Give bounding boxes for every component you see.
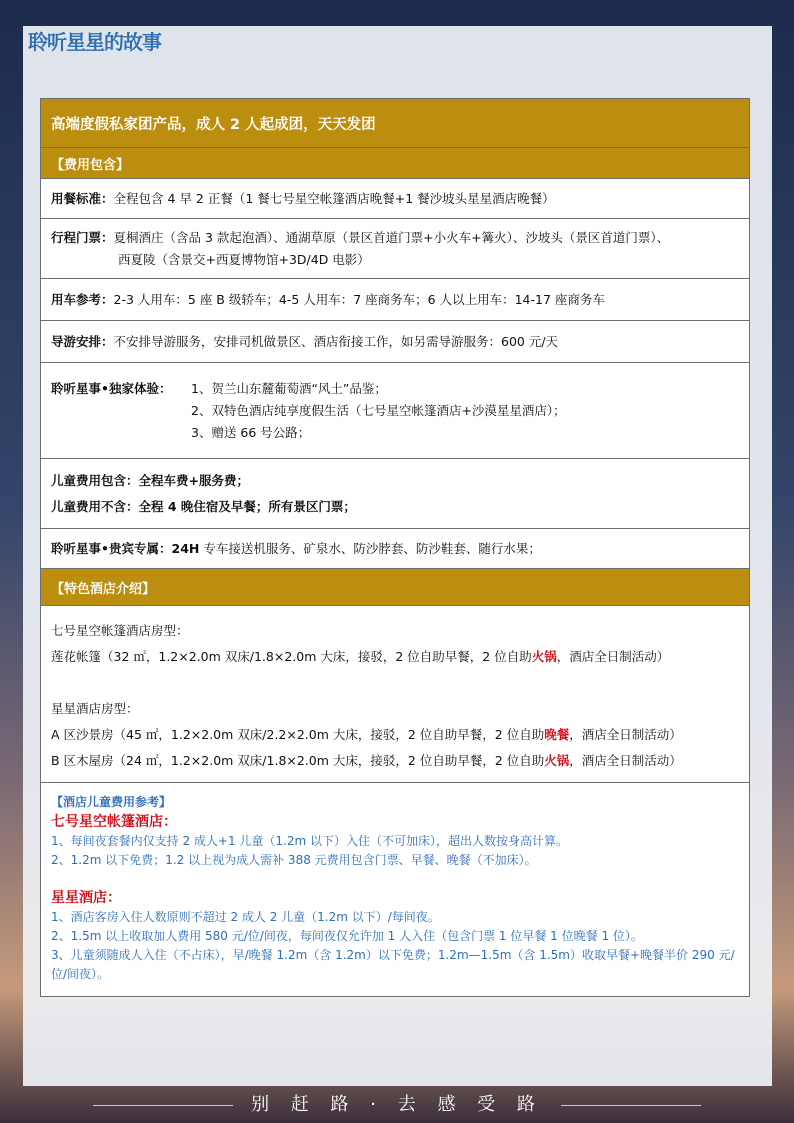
hotel1-room-a: 莲花帐篷（32 ㎡，1.2×2.0m 双床/1.8×2.0m 大床，接驳，2 位自助早餐，2 位自助火锅，酒店全日制活动） — [51, 649, 670, 664]
car-label: 用车参考： — [51, 291, 114, 307]
vip-strong: 24H — [171, 540, 200, 556]
child-include: 儿童费用包含：全程车费+服务费； — [51, 472, 249, 488]
meals-row — [41, 179, 749, 219]
slogan-text: 别 赶 路 · 去 感 受 路 — [251, 1094, 543, 1115]
meals-text: 全程包含 4 早 2 正餐（1 餐七号星空帐篷酒店晚餐+1 餐沙坡头星星酒店晚餐） — [113, 190, 555, 206]
tickets-line1: 夏桐酒庄（含品 3 款起泡酒）、通湖草原（景区首道门票+小火车+篝火）、沙坡头（景区首道门票）、 — [113, 229, 670, 245]
guide-label: 导游安排： — [51, 333, 114, 349]
brand-logo: 聆听星星的故事 — [28, 30, 161, 54]
kids-hotel2-item: 3、儿童须随成人入住（不占床），早/晚餐 1.2m（含 1.2m）以下免费；1.2m—1.5m（含 1.5m）收取早餐+晚餐半价 290 元/位/间夜）。 — [51, 948, 735, 981]
hotel2-room-a: A 区沙景房（45 ㎡，1.2×2.0m 双床/2.2×2.0m 大床，接驳，2 位自助早餐，2 位自助晚餐，酒店全日制活动） — [51, 727, 682, 742]
kids-header: 【酒店儿童费用参考】 — [51, 795, 172, 809]
hotels-section-header: 【特色酒店介绍】 — [41, 569, 749, 606]
car-row — [41, 279, 749, 321]
kids-hotel1-item: 1、每间夜套餐内仅支持 2 成人+1 儿童（1.2m 以下）入住（不可加床），超出人数按身高计算。 — [51, 834, 568, 848]
car-text: 2-3 人用车：5 座 B 级轿车；4-5 人用车：7 座商务车；6 人以上用车：14-17 座商务车 — [113, 291, 605, 307]
footer-slogan — [0, 1090, 794, 1116]
kids-hotel2-item: 1、酒店客房入住人数原则不超过 2 成人 2 儿童（1.2m 以下）/每间夜。 — [51, 910, 440, 924]
exclusive-row — [41, 363, 749, 459]
meals-label: 用餐标准： — [51, 190, 114, 206]
child-exclude: 儿童费用不含：全程 4 晚住宿及早餐；所有景区门票； — [51, 498, 356, 514]
guide-row — [41, 321, 749, 363]
product-header: 高端度假私家团产品，成人 2 人起成团，天天发团 — [41, 99, 749, 148]
hotel1-title: 七号星空帐篷酒店房型： — [51, 623, 189, 638]
vip-text: 专车接送机服务、矿泉水、防沙脖套、防沙鞋套、随行水果； — [199, 540, 541, 556]
exclusive-item-3: 3、赠送 66 号公路； — [191, 424, 311, 440]
kids-hotel2-item: 2、1.5m 以上收取加人费用 580 元/位/间夜，每间夜仅允许加 1 人入住（包含门票 1 位早餐 1 位晚餐 1 位）。 — [51, 929, 643, 943]
exclusive-label: 聆听星事•独家体验： — [51, 380, 172, 396]
guide-text: 不安排导游服务，安排司机做景区、酒店衔接工作，如另需导游服务：600 元/天 — [113, 333, 559, 349]
vip-label: 聆听星事•贵宾专属： — [51, 540, 172, 556]
hotel2-title: 星星酒店房型： — [51, 701, 139, 716]
vip-row — [41, 529, 749, 569]
hotel2-room-b: B 区木屋房（24 ㎡，1.2×2.0m 双床/1.8×2.0m 大床，接驳，2 位自助早餐，2 位自助火锅，酒店全日制活动） — [51, 753, 682, 768]
itinerary-table — [40, 98, 750, 997]
tickets-line2: 西夏陵（含景交+西夏博物馆+3D/4D 电影） — [118, 251, 370, 267]
kids-hotel1-item: 2、1.2m 以下免费；1.2 以上视为成人需补 388 元费用包含门票、早餐、晚餐（不加床）。 — [51, 853, 537, 867]
tickets-row — [41, 219, 749, 279]
hotel-intro — [41, 606, 749, 783]
kids-fee-reference — [41, 783, 749, 996]
kids-hotel2-title: 星星酒店： — [51, 890, 121, 906]
exclusive-item-1: 1、贺兰山东麓葡萄酒“风土”品鉴； — [191, 380, 387, 396]
exclusive-item-2: 2、双特色酒店纯享度假生活（七号星空帐篷酒店+沙漠星星酒店）； — [191, 402, 566, 418]
tickets-label: 行程门票： — [51, 229, 114, 245]
fees-section-header: 【费用包含】 — [41, 148, 749, 179]
kids-hotel1-title: 七号星空帐篷酒店： — [51, 814, 177, 830]
child-fees-row — [41, 459, 749, 529]
